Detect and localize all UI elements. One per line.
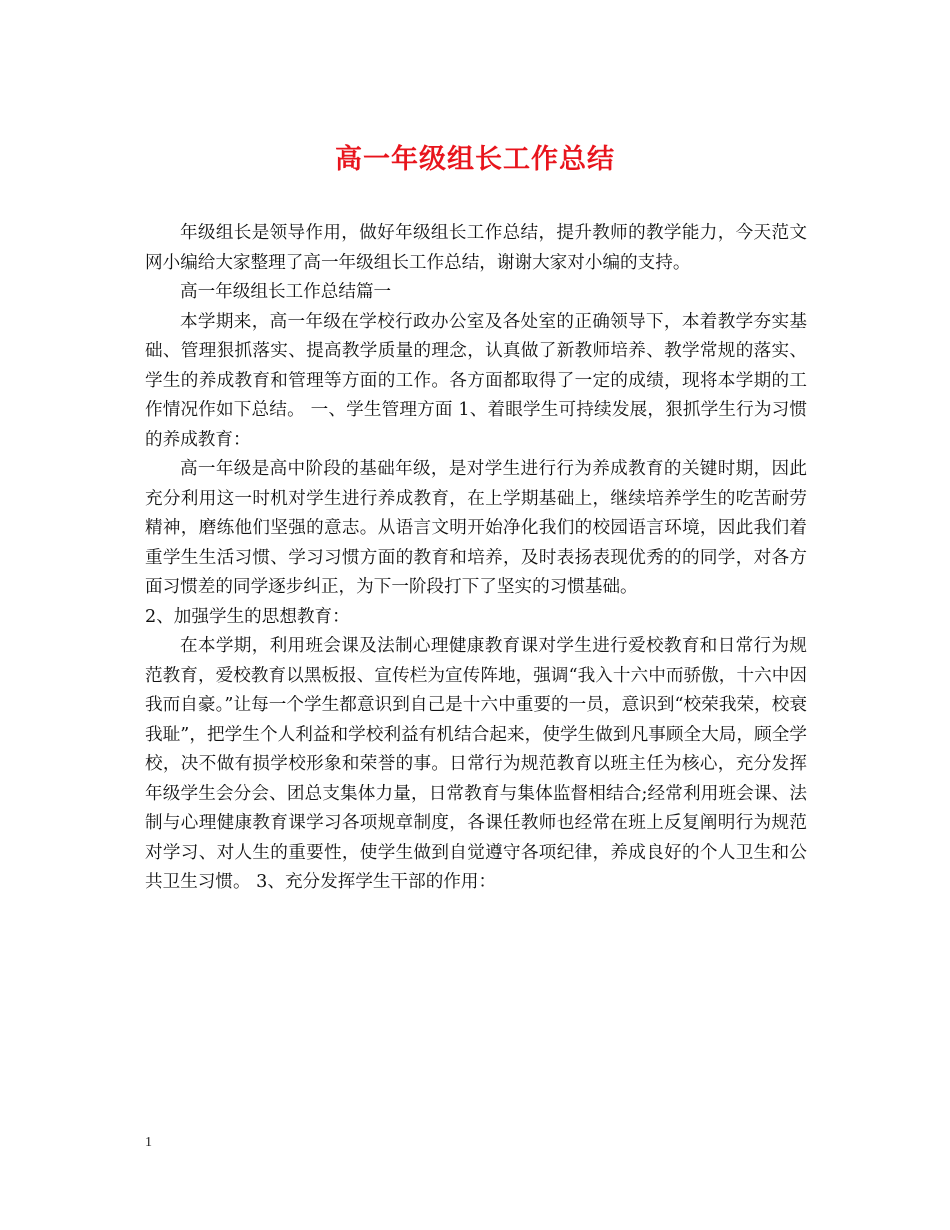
paragraph-semester-overview: 本学期来，高一年级在学校行政办公室及各处室的正确领导下，本着教学夯实基础、管理狠抓落实、提高教学质量的理念，认真做了新教师培养、教学常规的落实、学生的养成教育和管理等方面的工作。各方面都取得了一定的成绩，现将本学期的工作情况作如下总结。 一、学生管理方面 1、着眼学生可持续发展，狠抓学生行为习惯的养成教育：	[145, 311, 807, 450]
paragraph-ideology-heading: 2、加强学生的思想教育：	[145, 606, 350, 627]
document-title: 高一年级组长工作总结	[335, 144, 615, 175]
document-body	[145, 219, 807, 898]
page-number: 1	[145, 1135, 152, 1150]
paragraph-ideology-education: 在本学期，利用班会课及法制心理健康教育课对学生进行爱校教育和日常行为规范教育，爱校教育以黑板报、宣传栏为宣传阵地，强调“我入十六中而骄傲，十六中因我而自豪。”让每一个学生都意识到自己是十六中重要的一员，意识到“校荣我荣，校衰我耻”，把学生个人利益和学校利益有机结合起来，使学生做到凡事顾全大局，顾全学校，决不做有损学校形象和荣誉的事。日常行为规范教育以班主任为核心，充分发挥年级学生会分会、团总支集体力量，日常教育与集体监督相结合;经常利用班会课、法制与心理健康教育课学习各项规章制度，各课任教师也经常在班上反复阐明行为规范对学习、对人生的重要性，使学生做到自觉遵守各项纪律，养成良好的个人卫生和公共卫生习惯。 3、充分发挥学生干部的作用：	[145, 636, 807, 892]
paragraph-habit-education: 高一年级是高中阶段的基础年级，是对学生进行行为养成教育的关键时期，因此充分利用这一时机对学生进行养成教育，在上学期基础上，继续培养学生的吃苦耐劳精神，磨练他们坚强的意志。从语言文明开始净化我们的校园语言环境，因此我们着重学生生活习惯、学习习惯方面的教育和培养，及时表扬表现优秀的的同学，对各方面习惯差的同学逐步纠正，为下一阶段打下了坚实的习惯基础。	[145, 459, 807, 597]
paragraph-intro: 年级组长是领导作用，做好年级组长工作总结，提升教师的教学能力，今天范文网小编给大家整理了高一年级组长工作总结，谢谢大家对小编的支持。	[145, 223, 807, 273]
paragraph-section-heading: 高一年级组长工作总结篇一	[180, 282, 392, 302]
